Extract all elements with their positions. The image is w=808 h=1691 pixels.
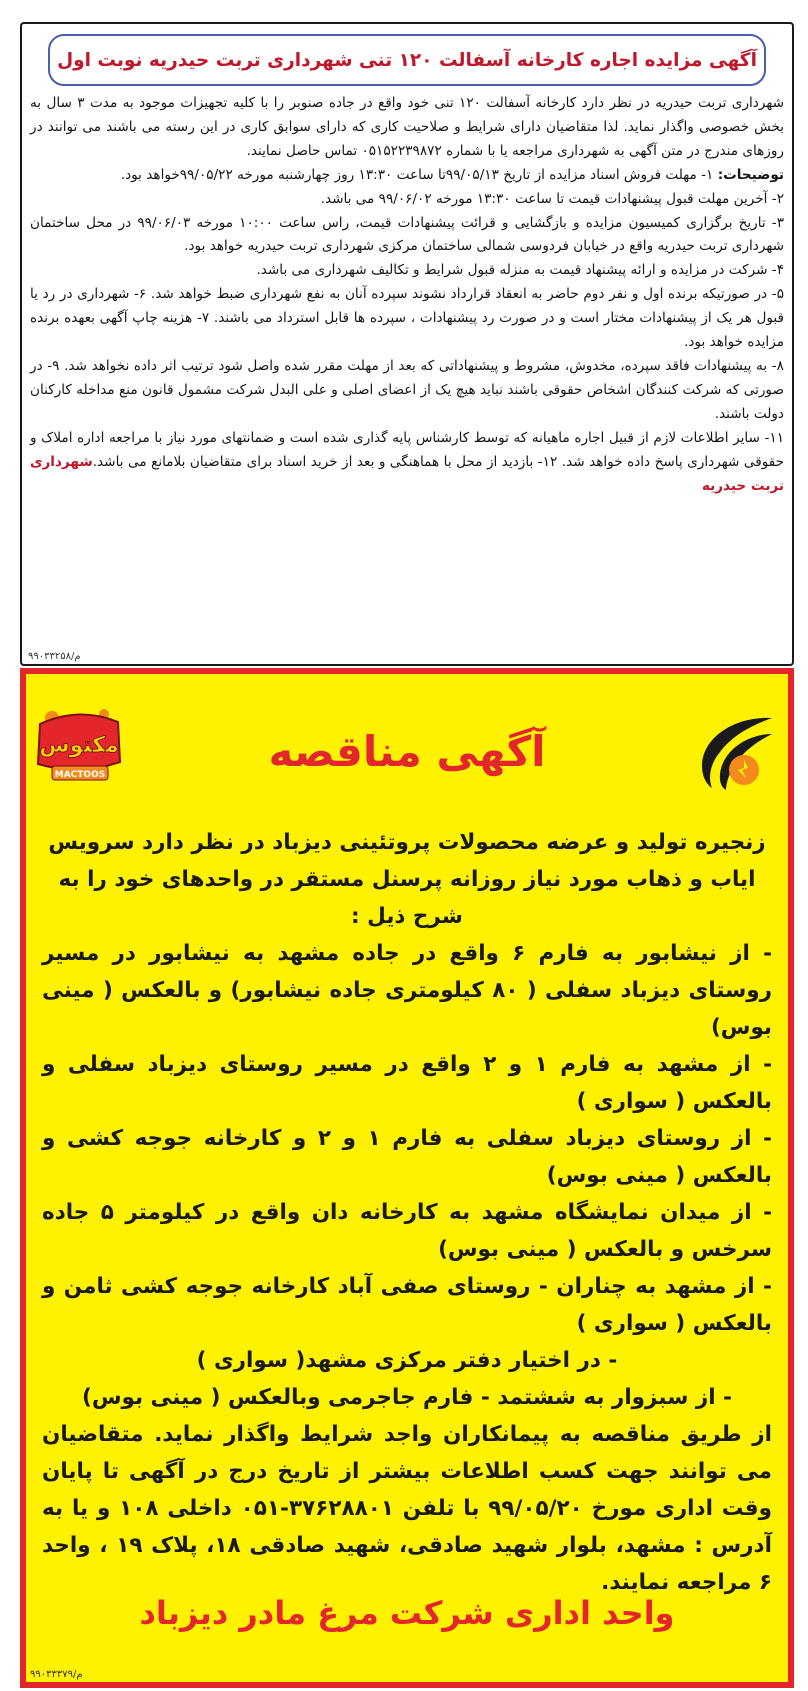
auction-item-11	[30, 427, 784, 499]
auction-title: آگهی مزایده اجاره کارخانه آسفالت ۱۲۰ تنی شهرداری تربت حیدریه نوبت اول	[57, 49, 757, 71]
tender-title: آگهی مناقصه	[268, 727, 546, 776]
route-1: - از نیشابور به فارم ۶ واقع در جاده مشهد به نیشابور در مسیر روستای دیزباد سفلی ( ۸۰ کیلومتری جاده نیشابور) و بالعکس ( مینی بوس)	[42, 941, 772, 1040]
route-7: - از سبزوار به ششتمد - فارم جاجرمی وبالعکس ( مینی بوس)	[82, 1385, 732, 1410]
auction-item-8: ۸- به پیشنهادات فاقد سپرده، مخدوش، مشروط و پیشنهاداتی که بعد از مهلت مقرر شده واصل شود ترتیب اثر داده نخواهد شد. ۹- در صورتی که شرکت کنندگان اشخاص حقوقی باشند نباید هیچ یک از اعضای اصلی و علی البدل شرکت مشمول قانون منع مداخله کارکنان دولت باشند.	[30, 357, 784, 422]
auction-body	[30, 92, 784, 498]
route-2: - از مشهد به فارم ۱ و ۲ واقع در مسیر روستای دیزباد سفلی و بالعکس ( سواری )	[42, 1052, 772, 1114]
logo-text: مکتوس	[39, 733, 119, 758]
auction-notice	[20, 22, 794, 666]
auction-signature: شهرداری تربت حیدریه	[30, 453, 784, 494]
auction-item-4: ۴- شرکت در مزایده و ارائه پیشنهاد قیمت به منزله قبول شرایط و تکالیف شهرداری می باشد.	[256, 262, 784, 279]
auction-title-box	[48, 34, 766, 86]
auction-intro: شهرداری تربت حیدریه در نظر دارد کارخانه آسفالت ۱۲۰ تنی خود واقع در جاده صنوبر را با کلیه تجهیزات موجود به مدت ۳ سال به بخش خصوصی واگذار نماید. لذا متقاضیان دارای شرایط و صلاحیت کاری که دارای سوابق کاری در این رسته می باشند می توانند در روزهای مندرج در متن آگهی به شهرداری مراجعه یا با شماره ۰۵۱۵۲۲۳۹۸۷۲ تماس حاصل نمایند.	[30, 95, 784, 159]
auction-item-5: ۵- در صورتیکه برنده اول و نفر دوم حاضر به انعقاد قرارداد نشوند سپرده آنان به نفع شهرداری ضبط خواهد شد. ۶- شهرداری در رد یا قبول هر یک از پیشنهادات مختار است و در صورت رد پیشنهادات ، سپرده ها قابل استرداد می باشند. ۷- هزینه چاپ آگهی بعهده برنده مزایده خواهد بود.	[30, 286, 784, 351]
auction-notes	[30, 164, 784, 188]
tender-intro: زنجیره تولید و عرضه محصولات پروتئینی دیزباد در نظر دارد سرویس ایاب و ذهاب مورد نیاز روزانه پرسنل مستقر در واحدهای خود را به شرح ذیل :	[48, 830, 766, 929]
route-3: - از روستای دیزباد سفلی به فارم ۱ و ۲ و کارخانه جوجه کشی و بالعکس ( مینی بوس)	[42, 1126, 772, 1188]
tender-code: م/۹۹۰۳۳۳۷۹	[30, 1669, 83, 1680]
tender-closing: از طریق مناقصه به پیمانکاران واجد شرایط واگذار نماید. متقاضیان می توانند جهت کسب اطلاعات بیشتر از تاریخ درج در آگهی تا پایان وقت اداری مورخ ۹۹/۰۵/۲۰ با تلفن ۳۷۶۲۸۸۰۱-۰۵۱ داخلی ۱۰۸ و یا به آدرس : مشهد، بلوار شهید صادقی، شهید صادقی ۱۸، پلاک ۱۹ ، واحد ۶ مراجعه نمایند.	[42, 1422, 772, 1595]
tender-body	[42, 824, 772, 1601]
route-5: - از مشهد به چناران - روستای صفی آباد کارخانه جوجه کشی ثامن و بالعکس ( سواری )	[42, 1274, 772, 1336]
dizbad-logo	[698, 712, 776, 790]
auction-code: م/۹۹۰۳۳۲۵۸	[28, 651, 81, 662]
logo-subtext: MACTOOS	[54, 770, 106, 780]
route-6: - در اختیار دفتر مرکزی مشهد( سواری )	[196, 1348, 618, 1373]
auction-item-3: ۳- تاریخ برگزاری کمیسیون مزایده و بازگشایی و قرائت پیشنهادات قیمت، راس ساعت ۱۰:۰۰ مورخه ۹۹/۰۶/۰۳ در محل ساختمان شهرداری تربت حیدریه واقع در خیابان فردوسی شمالی ساختمان مرکزی شهرداری تربت حیدریه خواهد بود.	[30, 214, 784, 255]
tender-notice	[20, 668, 794, 1688]
auction-item-11-text: ۱۱- سایر اطلاعات لازم از قبیل اجاره ماهیانه که توسط کارشناس پایه گذاری شده است و ضمانتهای مورد نیاز با مراجعه اداره املاک و حقوقی شهرداری پاسخ داده خواهد شد. ۱۲- بازدید از محل با هماهنگی و بعد از خرید اسناد برای متقاضیان بلامانع می باشد.	[30, 429, 784, 470]
auction-item-2: ۲- آخرین مهلت قبول پیشنهادات قیمت تا ساعت ۱۳:۳۰ مورخه ۹۹/۰۶/۰۲ می باشد.	[320, 190, 784, 207]
notes-label: توضیحات:	[717, 166, 784, 183]
tender-signature: واحد اداری شرکت مرغ مادر دیزباد	[139, 1594, 675, 1632]
auction-item-1: ۱- مهلت فروش اسناد مزایده از تاریخ ۹۹/۰۵/۱۳تا ساعت ۱۳:۳۰ روز چهارشنبه مورخه ۹۹/۰۵/۲۲خواهد بود.	[120, 166, 718, 183]
route-4: - از میدان نمایشگاه مشهد به کارخانه دان واقع در کیلومتر ۵ جاده سرخس و بالعکس ( مینی بوس)	[42, 1200, 772, 1262]
